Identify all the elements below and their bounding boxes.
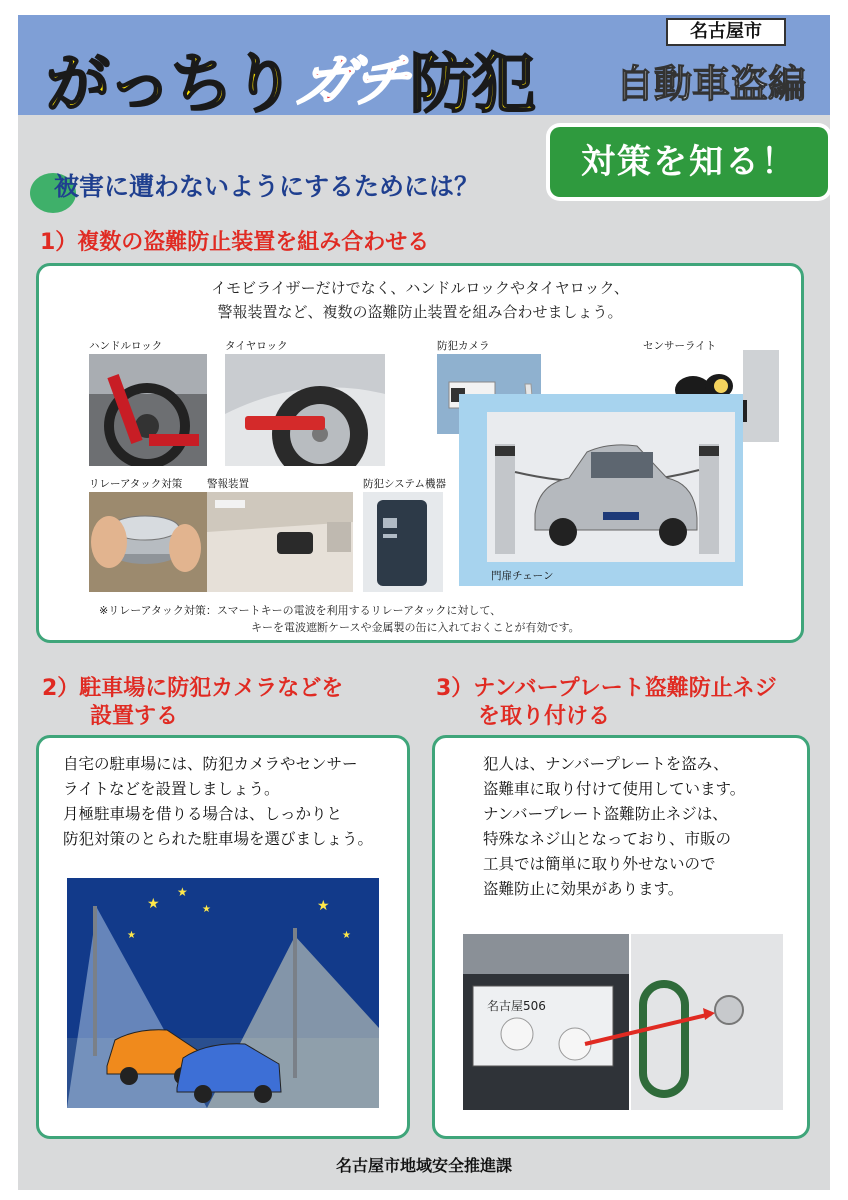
license-plate-screw-photo <box>463 934 783 1110</box>
section3-heading-line1: 3）ナンバープレート盗難防止ネジ <box>436 676 777 701</box>
section3-line: 犯人は、ナンバープレートを盗み、 <box>483 755 729 773</box>
svg-text:★: ★ <box>127 930 136 941</box>
label-sensor-light: センサーライト <box>643 340 717 352</box>
section3-line: ナンバープレート盗難防止ネジは、 <box>483 805 728 823</box>
relay-attack-photo <box>89 492 207 592</box>
footer-department: 名古屋市地域安全推進課 <box>335 1156 512 1175</box>
svg-text:★: ★ <box>177 885 188 899</box>
section2-line: 自宅の駐車場には、防犯カメラやセンサー <box>63 755 358 773</box>
relay-note-line1: ※リレーアタック対策：スマートキーの電波を利用するリレーアタックに対して、 <box>99 604 502 617</box>
subtitle: 自動車盗編 <box>616 62 807 106</box>
svg-text:★: ★ <box>202 904 211 915</box>
tire-lock-photo <box>225 354 385 466</box>
parking-night-illustration <box>67 878 379 1108</box>
svg-text:★: ★ <box>317 898 330 914</box>
gate-chain-car-photo <box>459 394 743 586</box>
flyer-page <box>18 15 830 1190</box>
title-part-gacchiri: がっちり <box>46 48 294 122</box>
section3-line: 工具では簡単に取り外せないので <box>483 855 716 873</box>
security-device-photo <box>363 492 443 592</box>
section3-line: 盗難防止に効果があります。 <box>483 880 684 898</box>
section2-line: 防犯対策のとられた駐車場を選びましょう。 <box>63 830 374 848</box>
relay-note-line2: キーを電波遮断ケースや金属製の缶に入れておくことが有効です。 <box>251 621 580 634</box>
relay-note <box>99 602 580 636</box>
section2-body <box>63 752 373 852</box>
city-label: 名古屋市 <box>666 18 786 46</box>
section3-heading-line2: を取り付ける <box>478 704 611 729</box>
section1-box <box>36 263 804 643</box>
section3-body <box>483 752 745 902</box>
section3-line: 盗難車に取り付けて使用しています。 <box>483 780 746 798</box>
label-security-device: 防犯システム機器 <box>363 478 446 490</box>
section1-intro-line1: イモビライザーだけでなく、ハンドルロックやタイヤロック、 <box>211 279 629 297</box>
label-camera: 防犯カメラ <box>437 340 490 352</box>
section1-intro-line2: 警報装置など、複数の盗難防止装置を組み合わせましょう。 <box>217 303 623 321</box>
label-relay-attack: リレーアタック対策 <box>89 478 183 490</box>
countermeasure-badge: 対策を知る！ <box>550 127 828 197</box>
main-title <box>46 33 534 125</box>
section2-heading-line2: 設置する <box>90 704 179 729</box>
label-tire-lock: タイヤロック <box>225 340 288 352</box>
section3-line: 特殊なネジ山となっており、市販の <box>483 830 732 848</box>
title-part-gachi: ガチ <box>291 49 414 114</box>
handle-lock-photo <box>89 354 207 466</box>
label-gate-chain: 門扉チェーン <box>491 570 554 582</box>
section1-intro <box>39 276 801 324</box>
label-handle-lock: ハンドルロック <box>89 340 163 352</box>
section3-box <box>432 735 810 1139</box>
section2-heading <box>42 675 343 731</box>
label-alarm: 警報装置 <box>207 478 249 490</box>
alarm-photo <box>207 492 353 592</box>
title-part-bouhan: 防犯 <box>410 48 534 122</box>
section2-box <box>36 735 410 1139</box>
section3-heading <box>436 675 777 731</box>
question-heading: 被害に遭わないようにするためには？ <box>54 172 480 201</box>
section2-line: ライトなどを設置しましょう。 <box>63 780 280 798</box>
svg-text:★: ★ <box>147 896 160 912</box>
section2-heading-line1: 2）駐車場に防犯カメラなどを <box>42 676 344 701</box>
svg-text:★: ★ <box>342 930 351 941</box>
section2-line: 月極駐車場を借りる場合は、しっかりと <box>63 805 343 823</box>
header-banner <box>18 15 830 122</box>
section1-heading: 1）複数の盗難防止装置を組み合わせる <box>40 230 430 255</box>
plate-text: 名古屋506 <box>487 999 546 1013</box>
